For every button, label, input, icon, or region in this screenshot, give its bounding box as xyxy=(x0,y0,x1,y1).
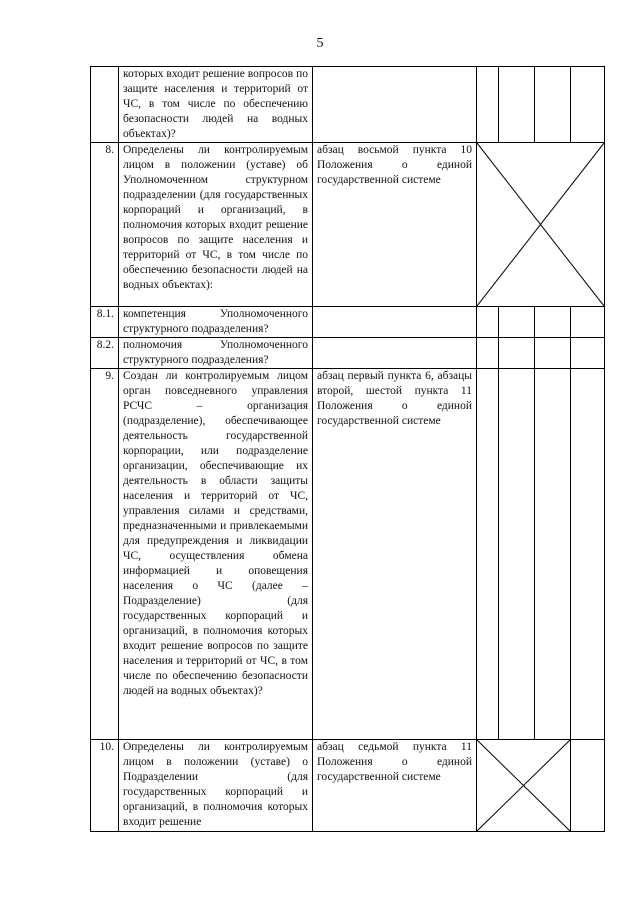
question-text: Создан ли контролируемым лицом орган повседневного управления РСЧС – организация (подразделение), обеспечивающее деятельность государственной корпорации, или подразделение организации, обеспечивающие их деятельность в области защиты населения и территорий от ЧС, управления силами и средствами, предназначенными и привлекаемыми для предупреждения и ликвидации ЧС, осуществления обмена информацией и оповещения населения о ЧС (далее – Подразделение) (для государственных корпораций и организаций, в полномочия которых входит решение вопросов по защите населения и территорий от ЧС, в том числе по обеспечению безопасности людей на водных объектах)? xyxy=(119,369,313,740)
legal-reference xyxy=(313,307,477,338)
question-text: Определены ли контролируемым лицом в положении (уставе) о Подразделении (для государственных корпораций и организаций, в полномочия которых входит решение xyxy=(119,740,313,832)
answer-na-cell xyxy=(535,307,571,338)
table-row xyxy=(91,338,605,369)
question-text: полномочия Уполномоченного структурного подразделения? xyxy=(119,338,313,369)
row-number: 8.2. xyxy=(91,338,119,369)
table-row xyxy=(91,143,605,307)
row-number xyxy=(91,67,119,143)
answer-no-cell xyxy=(499,338,535,369)
question-text: компетенция Уполномоченного структурного подразделения? xyxy=(119,307,313,338)
table-row xyxy=(91,307,605,338)
page-number: 5 xyxy=(316,36,324,51)
crossed-out-cell xyxy=(477,143,605,307)
answer-yes-cell xyxy=(477,338,499,369)
row-number: 9. xyxy=(91,369,119,740)
crossed-out-cell xyxy=(477,740,571,832)
answer-note-cell xyxy=(571,740,605,832)
table-row xyxy=(91,67,605,143)
answer-na-cell xyxy=(535,369,571,740)
answer-na-cell xyxy=(535,67,571,143)
row-number: 8. xyxy=(91,143,119,307)
cross-out-mark xyxy=(477,143,604,306)
table-row xyxy=(91,740,605,832)
legal-reference: абзац седьмой пункта 11 Положения о единой государственной системе xyxy=(313,740,477,832)
answer-yes-cell xyxy=(477,369,499,740)
answer-note-cell xyxy=(571,307,605,338)
answer-no-cell xyxy=(499,307,535,338)
answer-yes-cell xyxy=(477,307,499,338)
answer-no-cell xyxy=(499,369,535,740)
answer-note-cell xyxy=(571,67,605,143)
legal-reference: абзац первый пункта 6, абзацы второй, шестой пункта 11 Положения о единой государственной системе xyxy=(313,369,477,740)
legal-reference: абзац восьмой пункта 10 Положения о единой государственной системе xyxy=(313,143,477,307)
question-text: Определены ли контролируемым лицом в положении (уставе) об Уполномоченном структурном подразделении (для государственных корпораций и организаций, в полномочия которых входит решение вопросов по защите населения и территорий от ЧС, в том числе по обеспечению безопасности людей на водных объектах): xyxy=(119,143,313,307)
answer-no-cell xyxy=(499,67,535,143)
cross-out-mark xyxy=(477,740,570,831)
row-number: 10. xyxy=(91,740,119,832)
answer-na-cell xyxy=(535,338,571,369)
checklist-table xyxy=(90,66,605,832)
table-row xyxy=(91,369,605,740)
question-text: которых входит решение вопросов по защите населения и территорий от ЧС, в том числе по обеспечению безопасности людей на водных объектах)? xyxy=(119,67,313,143)
row-number: 8.1. xyxy=(91,307,119,338)
legal-reference xyxy=(313,67,477,143)
answer-note-cell xyxy=(571,369,605,740)
answer-note-cell xyxy=(571,338,605,369)
answer-yes-cell xyxy=(477,67,499,143)
legal-reference xyxy=(313,338,477,369)
